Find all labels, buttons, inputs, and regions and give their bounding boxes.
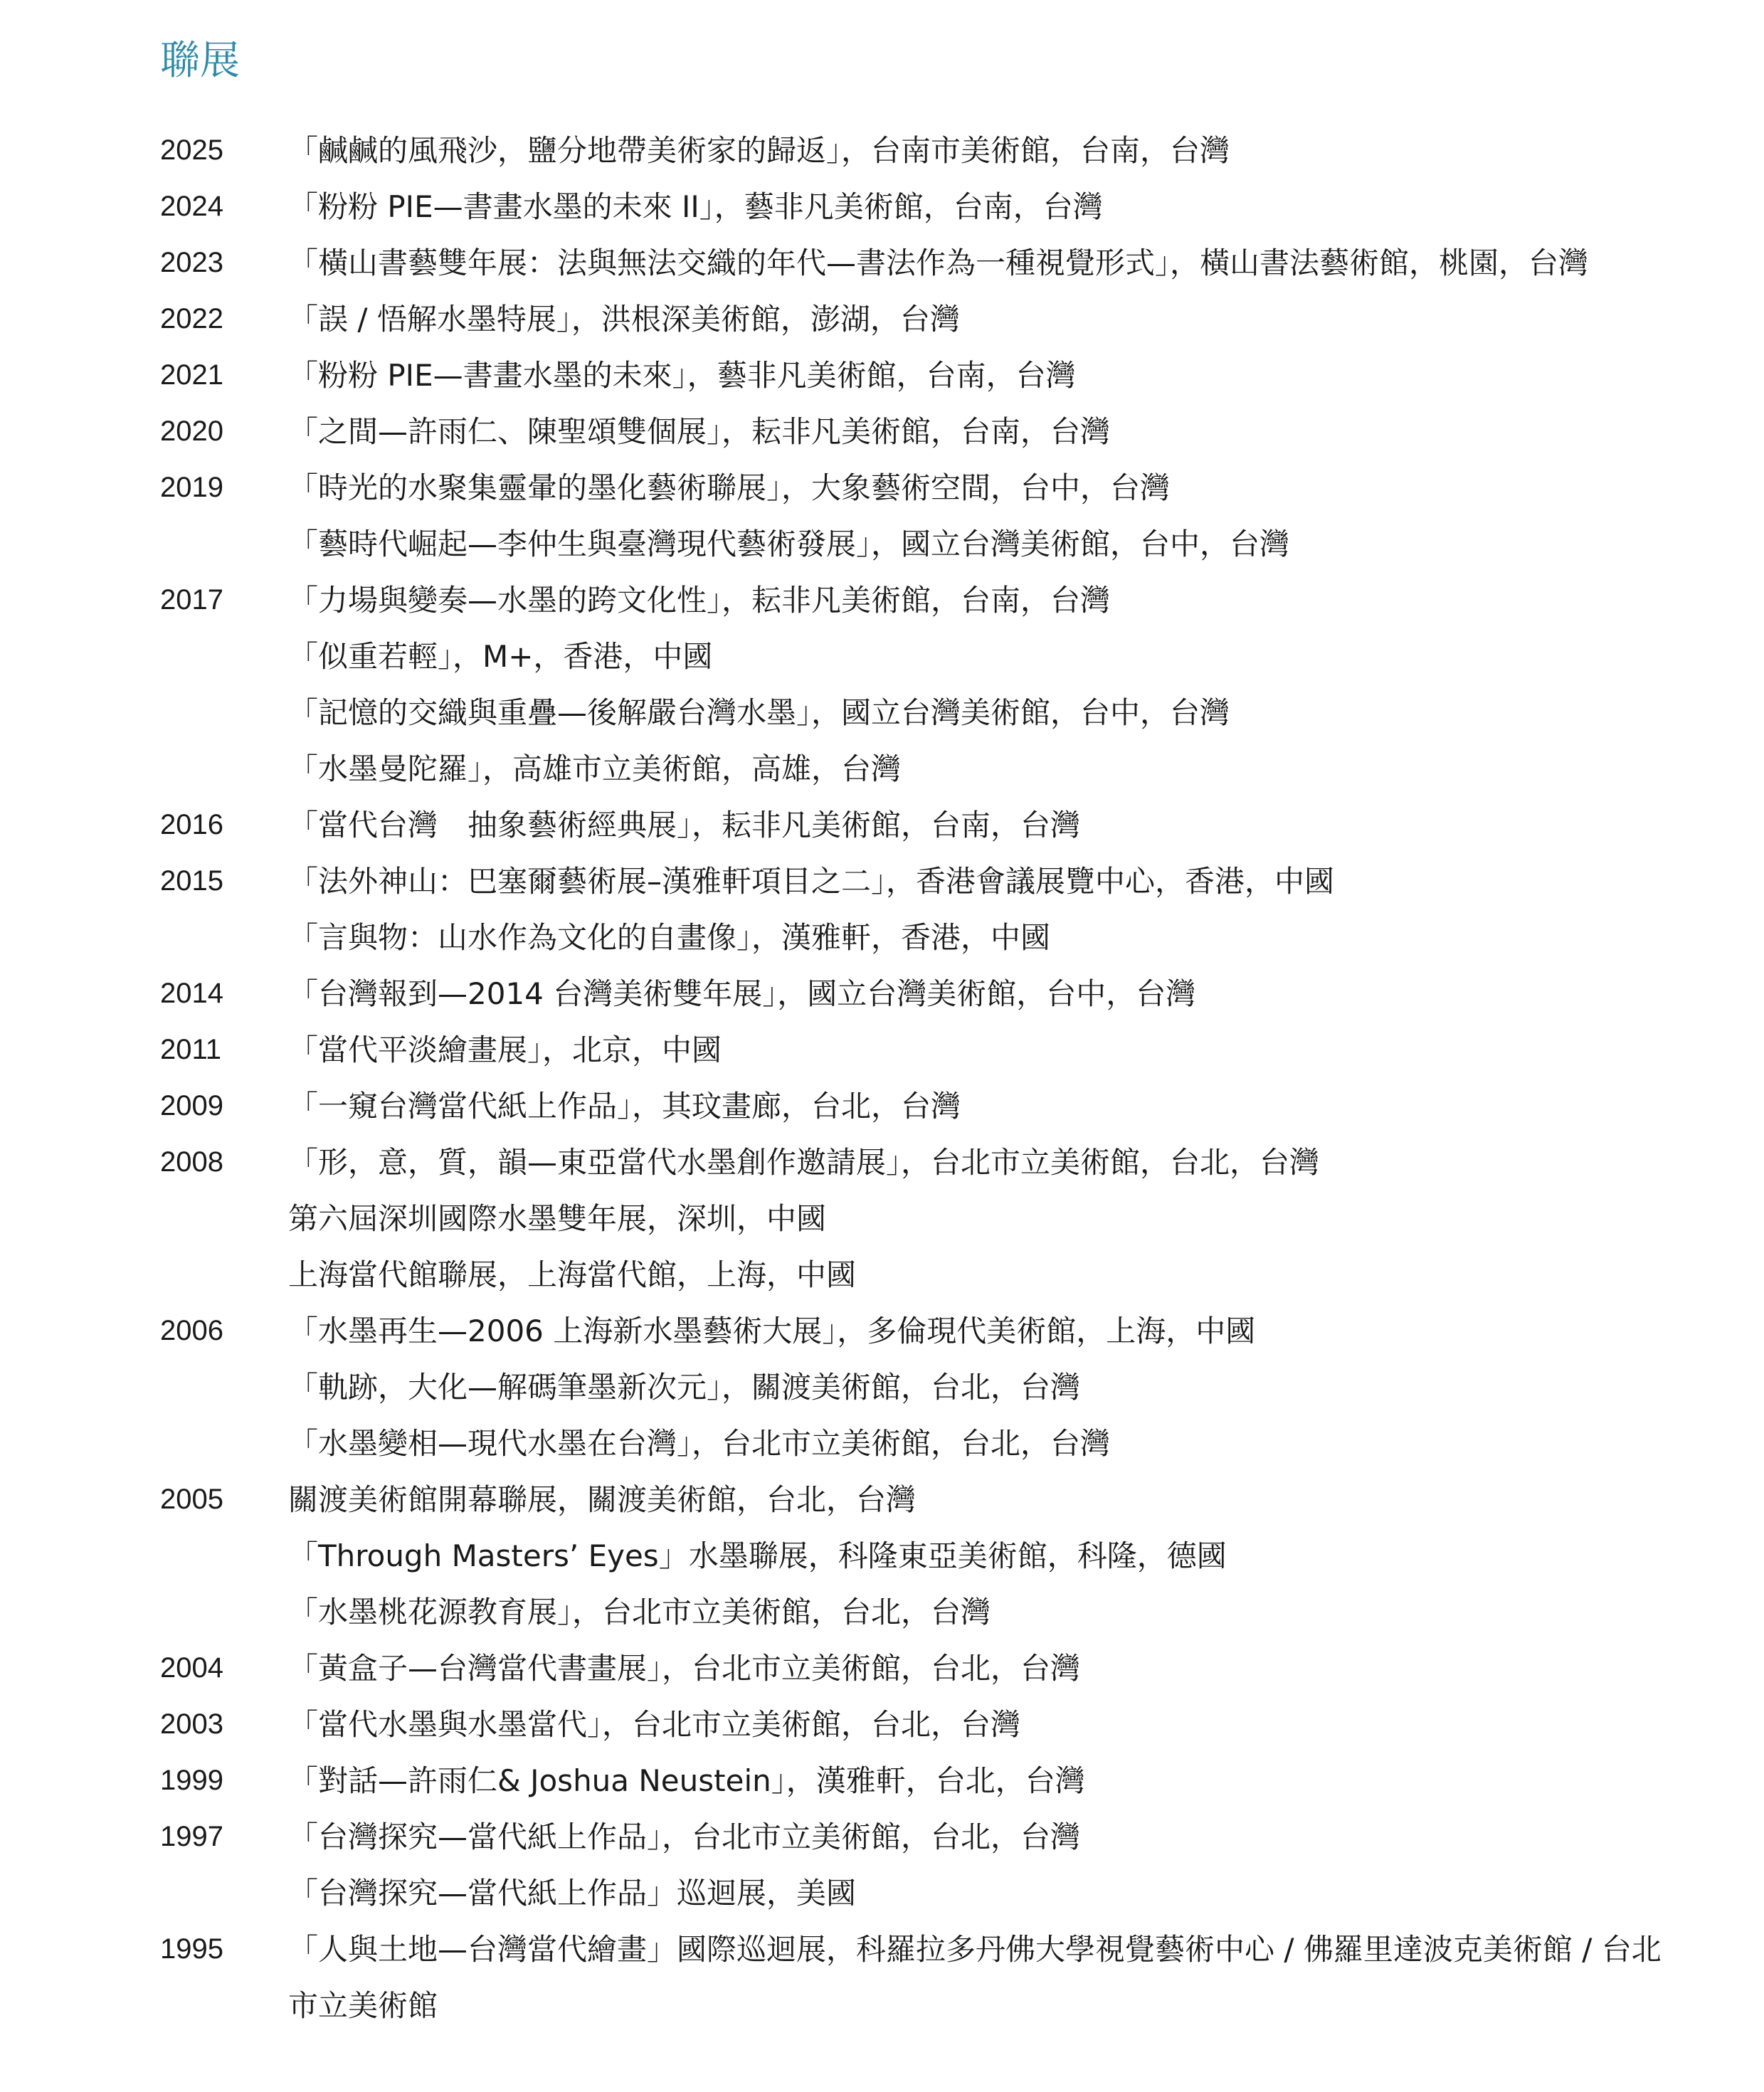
entry-text: 「時光的水聚集靈暈的墨化藝術聯展」，大象藝術空間，台中，台灣 xyxy=(288,470,1171,505)
exhibition-entry xyxy=(160,347,1690,403)
entry-year: 2014 xyxy=(160,978,223,1009)
exhibition-entry xyxy=(160,1134,1690,1190)
exhibition-entry xyxy=(160,1921,1690,2034)
exhibition-entry xyxy=(160,235,1690,291)
entry-year: 2008 xyxy=(160,1146,223,1178)
exhibition-entry xyxy=(160,1809,1690,1865)
entry-text: 「Through Masters’ Eyes」水墨聯展，科隆東亞美術館，科隆，德國 xyxy=(288,1538,1227,1573)
entry-text: 「台灣報到—2014 台灣美術雙年展」，國立台灣美術館，台中，台灣 xyxy=(288,976,1196,1011)
entry-text: 「對話—許雨仁& Joshua Neustein」，漢雅軒，台北，台灣 xyxy=(288,1763,1085,1798)
entry-text: 「藝時代崛起—李仲生與臺灣現代藝術發展」，國立台灣美術館，台中，台灣 xyxy=(288,527,1290,561)
exhibition-entry xyxy=(160,1415,1690,1472)
entry-year: 2003 xyxy=(160,1708,223,1740)
entry-text: 「粉粉 PIE—書畫水墨的未來」，藝非凡美術館，台南，台灣 xyxy=(288,358,1076,393)
exhibition-entry xyxy=(160,1696,1690,1753)
entry-text: 「言與物：山水作為文化的自畫像」，漢雅軒，香港，中國 xyxy=(288,920,1051,955)
entry-text: 「水墨再生—2006 上海新水墨藝術大展」，多倫現代美術館，上海，中國 xyxy=(288,1314,1256,1348)
entry-year: 1997 xyxy=(160,1821,223,1852)
entry-text: 「水墨曼陀羅」，高雄市立美術館，高雄，台灣 xyxy=(288,751,902,786)
entry-text: 第六屆深圳國際水墨雙年展，深圳，中國 xyxy=(288,1201,827,1236)
entry-text: 「當代平淡繪畫展」，北京，中國 xyxy=(288,1032,722,1067)
entry-year: 2024 xyxy=(160,191,223,222)
exhibition-entry xyxy=(160,179,1690,235)
entry-text: 「當代水墨與水墨當代」，台北市立美術館，台北，台灣 xyxy=(288,1707,1021,1742)
section-title: 聯展 xyxy=(160,38,240,84)
exhibition-entry xyxy=(160,1190,1690,1247)
entry-text: 「橫山書藝雙年展：法與無法交織的年代—書法作為一種視覺形式」，橫山書法藝術館，桃園，台灣 xyxy=(288,245,1589,280)
entry-text: 「人與土地—台灣當代繪畫」國際巡迴展，科羅拉多丹佛大學視覺藝術中心 / 佛羅里達波克美術館 / 台北市立美術館 xyxy=(288,1932,1662,2023)
entry-text: 「之間—許雨仁、陳聖頌雙個展」，耘非凡美術館，台南，台灣 xyxy=(288,414,1111,449)
entry-text: 上海當代館聯展，上海當代館，上海，中國 xyxy=(288,1257,857,1292)
exhibition-list xyxy=(160,122,1690,2034)
entry-text: 「法外神山：巴塞爾藝術展–漢雅軒項目之二」，香港會議展覽中心，香港，中國 xyxy=(288,864,1335,899)
exhibition-entry xyxy=(160,1528,1690,1584)
entry-text: 「力場與變奏—水墨的跨文化性」，耘非凡美術館，台南，台灣 xyxy=(288,583,1111,618)
entry-text: 「水墨變相—現代水墨在台灣」，台北市立美術館，台北，台灣 xyxy=(288,1426,1111,1461)
exhibition-entry xyxy=(160,1472,1690,1528)
exhibition-entry xyxy=(160,628,1690,685)
entry-text: 「似重若輕」，M+，香港，中國 xyxy=(288,639,713,674)
exhibition-entry xyxy=(160,966,1690,1022)
exhibition-entry xyxy=(160,516,1690,572)
entry-text: 「軌跡，大化—解碼筆墨新次元」，關渡美術館，台北，台灣 xyxy=(288,1370,1081,1405)
entry-year: 2011 xyxy=(160,1034,222,1065)
exhibition-entry xyxy=(160,572,1690,628)
entry-year: 2023 xyxy=(160,247,223,278)
exhibition-entry xyxy=(160,1640,1690,1696)
exhibition-entry xyxy=(160,685,1690,741)
entry-year: 2015 xyxy=(160,865,223,897)
entry-text: 「台灣探究—當代紙上作品」，台北市立美術館，台北，台灣 xyxy=(288,1819,1081,1854)
entry-year: 2009 xyxy=(160,1090,223,1121)
exhibition-entry xyxy=(160,1022,1690,1078)
exhibition-entry xyxy=(160,1865,1690,1921)
entry-year: 1995 xyxy=(160,1933,223,1965)
entry-year: 2022 xyxy=(160,303,223,334)
entry-year: 2004 xyxy=(160,1652,223,1684)
exhibition-entry xyxy=(160,1078,1690,1134)
entry-text: 「黃盒子—台灣當代書畫展」，台北市立美術館，台北，台灣 xyxy=(288,1651,1081,1686)
entry-text: 「水墨桃花源教育展」，台北市立美術館，台北，台灣 xyxy=(288,1595,991,1629)
entry-text: 「誤 / 悟解水墨特展」，洪根深美術館，澎湖，台灣 xyxy=(288,302,960,337)
entry-text: 「一窺台灣當代紙上作品」，其玟畫廊，台北，台灣 xyxy=(288,1089,961,1124)
entry-text: 「形，意，質，韻—東亞當代水墨創作邀請展」，台北市立美術館，台北，台灣 xyxy=(288,1145,1320,1180)
exhibition-entry xyxy=(160,1584,1690,1640)
entry-text: 「記憶的交織與重疊—後解嚴台灣水墨」，國立台灣美術館，台中，台灣 xyxy=(288,695,1230,730)
exhibition-entry xyxy=(160,909,1690,966)
entry-text: 「鹹鹹的風飛沙，鹽分地帶美術家的歸返」，台南市美術館，台南，台灣 xyxy=(288,133,1230,168)
exhibition-entry xyxy=(160,1247,1690,1303)
entry-year: 2019 xyxy=(160,472,223,503)
entry-text: 「粉粉 PIE—書畫水墨的未來 II」，藝非凡美術館，台南，台灣 xyxy=(288,189,1103,224)
exhibition-entry xyxy=(160,1753,1690,1809)
exhibition-entry xyxy=(160,797,1690,853)
exhibition-entry xyxy=(160,122,1690,179)
entry-year: 2020 xyxy=(160,416,223,447)
exhibition-entry xyxy=(160,1359,1690,1415)
exhibition-entry xyxy=(160,403,1690,460)
entry-year: 1999 xyxy=(160,1765,223,1796)
exhibition-entry xyxy=(160,853,1690,909)
entry-year: 2006 xyxy=(160,1315,223,1346)
entry-year: 2017 xyxy=(160,584,223,616)
entry-text: 「當代台灣 抽象藝術經典展」，耘非凡美術館，台南，台灣 xyxy=(288,808,1081,842)
entry-year: 2005 xyxy=(160,1484,223,1515)
entry-year: 2016 xyxy=(160,809,223,840)
entry-year: 2021 xyxy=(160,359,223,391)
entry-text: 「台灣探究—當代紙上作品」巡迴展，美國 xyxy=(288,1876,857,1911)
exhibition-entry xyxy=(160,1303,1690,1359)
entry-year: 2025 xyxy=(160,134,223,166)
entry-text: 關渡美術館開幕聯展，關渡美術館，台北，台灣 xyxy=(288,1482,917,1517)
exhibition-entry xyxy=(160,291,1690,347)
exhibition-entry xyxy=(160,741,1690,797)
exhibition-entry xyxy=(160,460,1690,516)
